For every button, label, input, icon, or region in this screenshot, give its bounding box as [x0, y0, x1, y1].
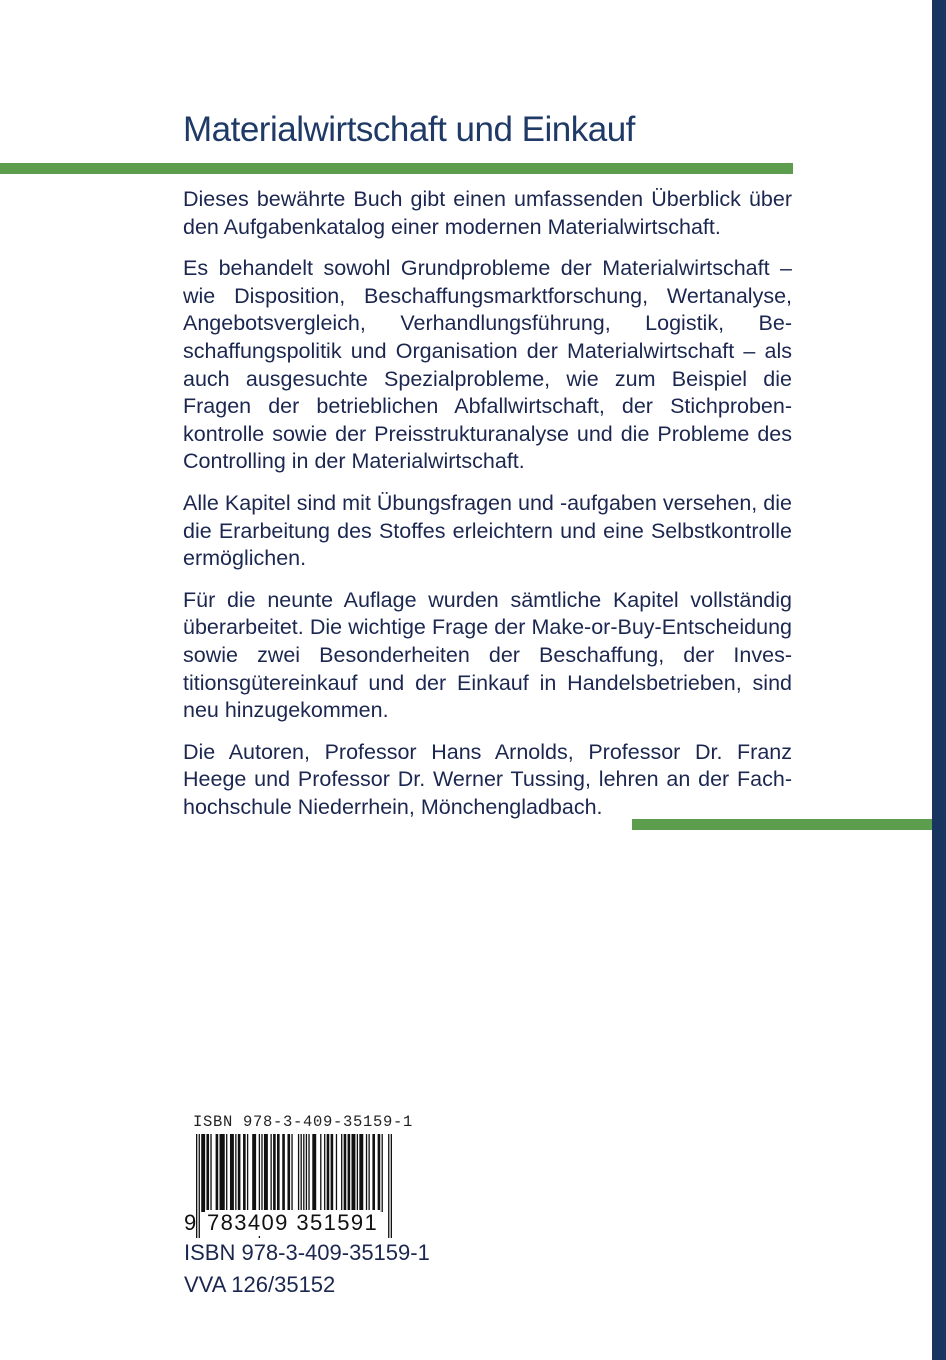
barcode-bar: [388, 1134, 389, 1238]
title-rule: [0, 163, 793, 174]
barcode-bar: [277, 1134, 280, 1212]
barcode-bar: [306, 1134, 307, 1212]
barcode-bar: [243, 1134, 246, 1212]
barcode-bar: [230, 1134, 234, 1212]
blurb-paragraph: Die Autoren, Professor Hans Arnolds, Professor Dr. Franz Heege und Professor Dr. Werner Tussing, lehren an der Fachhochschule Niederrhein, Mönchengladbach.: [183, 739, 792, 819]
barcode-bar: [216, 1134, 219, 1212]
barcode-bar: [378, 1134, 381, 1212]
end-rule: [632, 819, 932, 830]
barcode-bar: [264, 1134, 268, 1212]
barcode-bar: [366, 1134, 367, 1212]
barcode-bar: [252, 1134, 256, 1212]
barcode-bar: [226, 1134, 227, 1212]
barcode-bar: [308, 1134, 309, 1212]
barcode-bar: [287, 1134, 290, 1212]
barcode-bar: [372, 1134, 375, 1212]
barcode-bar: [206, 1134, 209, 1212]
barcode-bar: [382, 1134, 383, 1212]
barcode-lead-digit: 9: [184, 1210, 197, 1235]
blurb-paragraph: Es behandelt sowohl Grundprobleme der Materialwirtschaft – wie Disposition, Beschaffungsmarktforschung, Wertanalyse, Angebotsvergleich, Verhandlungsführung, Logistik, Beschaffungspolitik und Organisation der Materialwirtschaft – als auch ausgesuchte Spezialprobleme, wie zum Beispiel die Fragen der betrieblichen Abfallwirtschaft, der Stichprobenkontrolle sowie der Preisstrukturanalyse und die Probleme des Controlling in der Materialwirtschaft.: [183, 256, 792, 474]
barcode-bar: [324, 1134, 325, 1212]
spine-stripe: [932, 0, 946, 1360]
barcode-bar: [391, 1134, 392, 1238]
barcode-bar: [351, 1134, 355, 1212]
barcode-bar: [301, 1134, 302, 1212]
barcode-bar: [348, 1134, 351, 1212]
barcode-bar: [201, 1134, 205, 1212]
barcode-bar: [320, 1134, 321, 1212]
barcode-digits: 783409 351591: [207, 1210, 379, 1235]
blurb-paragraph: Alle Kapitel sind mit Übungsfragen und -aufgaben versehen, die die Erarbeitung des Stoffes erleichtern und eine Selbstkontrolle ermöglichen.: [183, 490, 792, 571]
barcode-bar: [312, 1134, 316, 1212]
barcode-bar: [291, 1134, 292, 1212]
barcode-bar: [238, 1134, 241, 1212]
barcode-bar: [357, 1134, 358, 1212]
barcode-bar: [359, 1134, 363, 1212]
barcode-bar: [261, 1134, 262, 1212]
blurb-paragraph: Für die neunte Auflage wurden sämtliche Kapitel vollständig überarbeitet. Die wichtige Frage der Make-or-Buy-Entscheidung sowie zwei Besonderheiten der Beschaffung, der Investitionsgütereinkauf und der Einkauf in Handelsbetrieben, sind neu hinzugekommen.: [183, 587, 792, 723]
barcode-bar: [298, 1134, 299, 1212]
blurb: [183, 186, 792, 835]
barcode-bar: [368, 1134, 369, 1212]
barcode-bar: [282, 1134, 285, 1212]
barcode-bar: [327, 1134, 330, 1212]
barcode-bar: [303, 1134, 304, 1212]
barcode-bar: [247, 1134, 248, 1212]
barcode-isbn-label: ISBN 978-3-409-35159-1: [193, 1113, 414, 1131]
barcode-bar: [341, 1134, 342, 1212]
barcode-bar: [270, 1134, 271, 1212]
barcode-bar: [210, 1134, 211, 1212]
barcode-bar: [273, 1134, 276, 1212]
blurb-paragraph: Dieses bewährte Buch gibt einen umfassenden Überblick über den Aufgabenkatalog einer modernen Materialwirtschaft.: [183, 187, 792, 239]
barcode-bar: [199, 1134, 200, 1238]
isbn-text: ISBN 978-3-409-35159-1: [184, 1240, 430, 1265]
barcode-bar: [336, 1134, 337, 1212]
barcode-bar: [331, 1134, 334, 1212]
book-title: Materialwirtschaft und Einkauf: [183, 110, 635, 149]
barcode-bar: [220, 1134, 225, 1212]
barcode-bar: [344, 1134, 347, 1212]
catalog-number: VVA 126/35152: [184, 1272, 336, 1297]
barcode-bar: [235, 1134, 236, 1212]
